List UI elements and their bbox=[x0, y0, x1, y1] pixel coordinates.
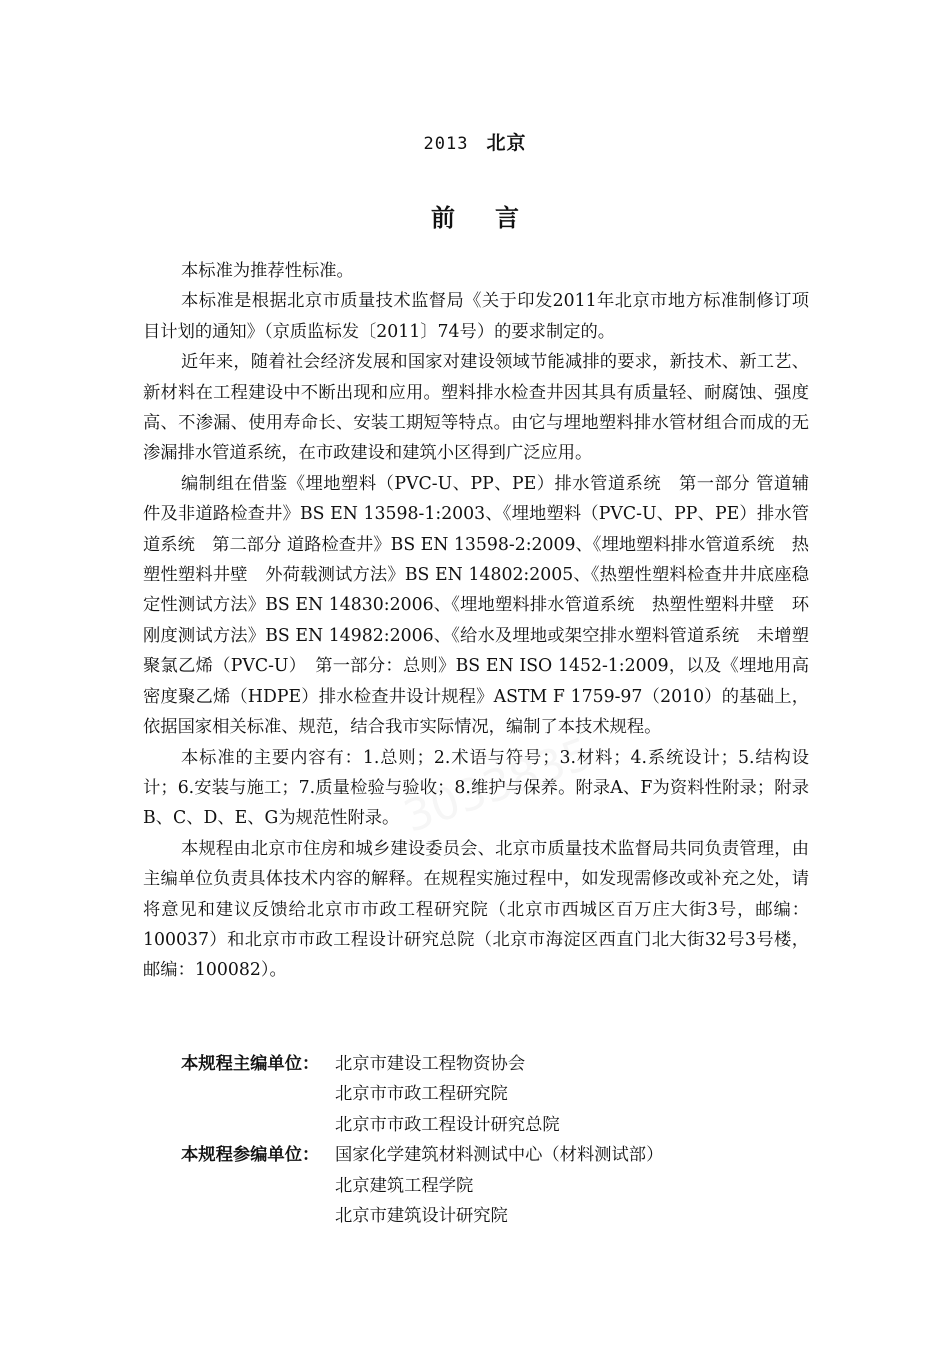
publication-city: 北京 bbox=[486, 132, 527, 154]
chief-unit: 北京市市政工程设计研究总院 bbox=[335, 1114, 560, 1135]
participating-unit: 北京建筑工程学院 bbox=[335, 1175, 474, 1196]
chief-unit: 北京市建设工程物资协会 bbox=[335, 1054, 526, 1074]
participating-units-list bbox=[335, 1140, 801, 1231]
chief-units-label: 本规程主编单位： bbox=[181, 1054, 320, 1074]
participating-units-row bbox=[181, 1140, 801, 1231]
publication-year: 2013 bbox=[423, 134, 469, 154]
paragraph: 近年来，随着社会经济发展和国家对建设领域节能减排的要求，新技术、新工艺、新材料在工程建设中不断出现和应用。塑料排水检查井因其具有质量轻、耐腐蚀、强度高、不渗漏、使用寿命长、安装工期短等特点。由它与埋地塑料排水管材组合而成的无渗漏排水管道系统，在市政建设和建筑小区得到广泛应用。 bbox=[143, 352, 809, 464]
participating-unit: 国家化学建筑材料测试中心（材料测试部） bbox=[335, 1145, 664, 1166]
paragraph: 本标准为推荐性标准。 bbox=[181, 261, 354, 281]
participating-units-label: 本规程参编单位： bbox=[181, 1145, 320, 1166]
cover-line bbox=[0, 128, 950, 155]
paragraph: 编制组在借鉴《埋地塑料（PVC-U、PP、PE）排水管道系统 第一部分 管道辅件及非道路检查井》BS EN 13598-1:2003、《埋地塑料（PVC-U、PP、PE）排水管道系统 第二部分 道路检查井》BS EN 13598-2:2009、《埋地塑料排水管道系统 热塑性塑料井壁 外荷载测试方法》BS EN 14802:2005、《热塑性塑料检查井井底座稳定性测试方法》BS EN 14830:2006、《埋地塑料排水管道系统 热塑性塑料井壁 环刚度测试方法》BS EN 14982:2006、《给水及埋地或架空排水塑料管道系统 未增塑聚氯乙烯（PVC-U） 第一部分：总则》BS EN ISO 1452-1:2009，以及《埋地用高密度聚乙烯（HDPE）排水检查井设计规程》ASTM F 1759-97（2010）的基础上，依据国家相关标准、规范，结合我市实际情况，编制了本技术规程。 bbox=[143, 473, 809, 738]
drafting-units bbox=[181, 1049, 801, 1231]
chief-unit: 北京市市政工程研究院 bbox=[335, 1084, 508, 1105]
participating-unit: 北京市建筑设计研究院 bbox=[335, 1206, 508, 1227]
chief-units-row bbox=[181, 1049, 801, 1140]
page-heading: 前言 bbox=[431, 204, 559, 232]
paragraph: 本标准是根据北京市质量技术监督局《关于印发2011年北京市地方标准制修订项目计划的通知》（京质监标发〔2011〕74号）的要求制定的。 bbox=[143, 291, 809, 342]
chief-units-list bbox=[335, 1049, 801, 1140]
paragraph: 本标准的主要内容有：1.总则；2.术语与符号；3.材料；4.系统设计；5.结构设计；6.安装与施工；7.质量检验与验收；8.维护与保养。附录A、F为资料性附录；附录 B、C、D、E、G为规范性附录。 bbox=[143, 747, 809, 829]
paragraph: 本规程由北京市住房和城乡建设委员会、北京市质量技术监督局共同负责管理，由主编单位负责具体技术内容的解释。在规程实施过程中，如发现需修改或补充之处，请将意见和建议反馈给北京市市政工程研究院（北京市西城区百万庄大街3号，邮编：100037）和北京市市政工程设计研究总院（北京市海淀区西直门北大街32号3号楼，邮编：100082）。 bbox=[143, 838, 809, 981]
preface-body bbox=[143, 256, 809, 986]
